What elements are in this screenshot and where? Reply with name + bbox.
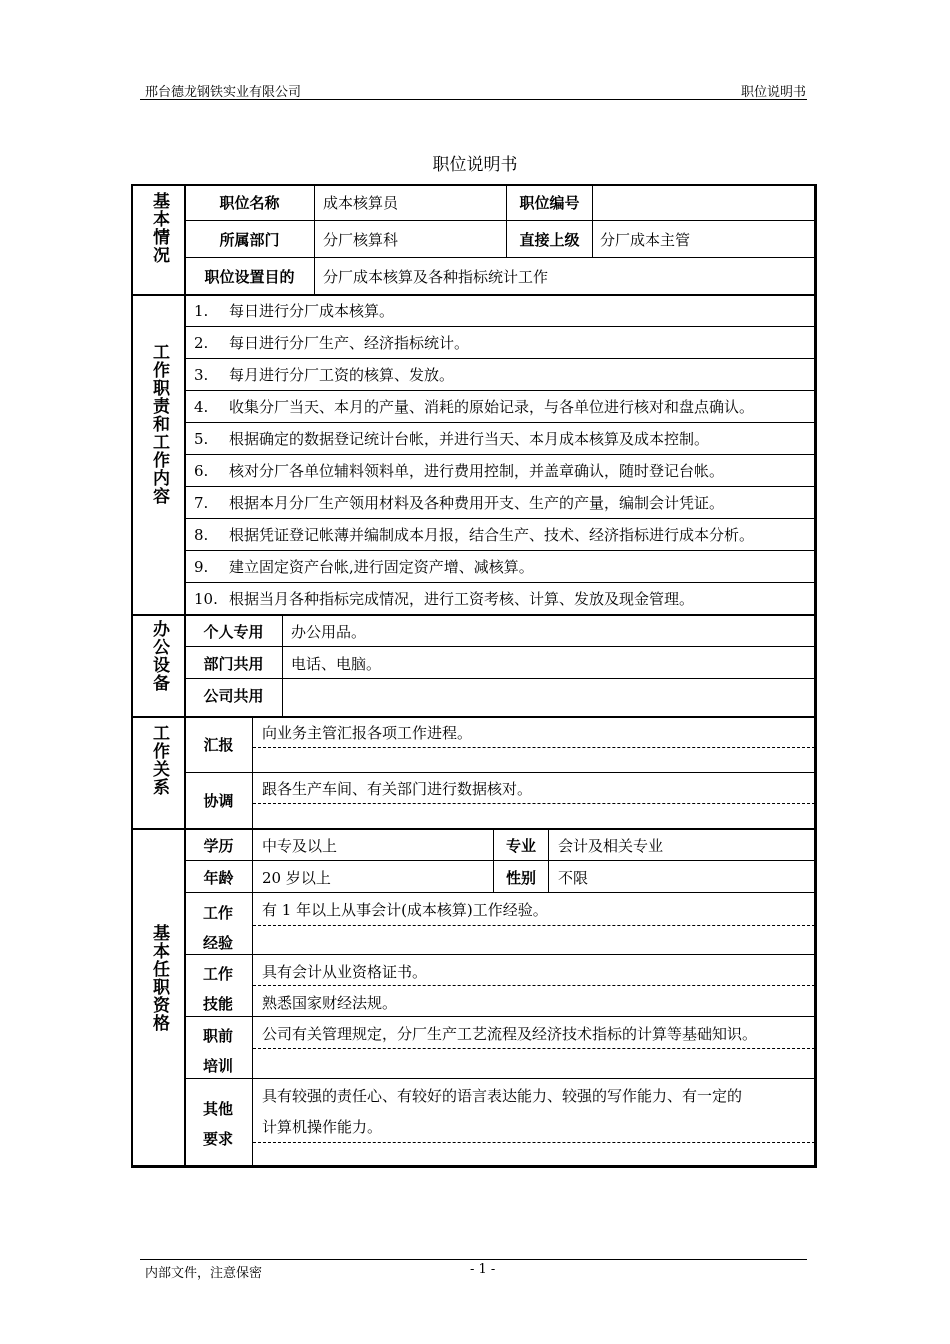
- experience-value: 有 1 年以上从事会计(成本核算)工作经验。: [262, 901, 548, 919]
- row-divider: [184, 1078, 815, 1079]
- purpose-label: 职位设置目的: [204, 268, 295, 286]
- major-value: 会计及相关专业: [558, 837, 664, 855]
- dept-shared-value: 电话、电脑。: [291, 655, 382, 673]
- row-divider: [184, 892, 815, 893]
- skills-label: 工作技能: [202, 965, 233, 1013]
- footer-confidential-note: 内部文件，注意保密: [145, 1266, 263, 1281]
- job-name-value: 成本核算员: [323, 194, 399, 212]
- row-divider: [184, 486, 815, 487]
- age-value: 20 岁以上: [262, 869, 331, 887]
- section-divider: [131, 828, 817, 830]
- company-shared-label: 公司共用: [203, 687, 264, 705]
- section-qualifications-label: 基本任职资格: [149, 924, 169, 1032]
- section-divider: [131, 716, 817, 718]
- dashed-line: [253, 985, 815, 986]
- row-divider: [184, 422, 815, 423]
- job-name-label: 职位名称: [219, 194, 280, 212]
- duty-item: 1. 每日进行分厂成本核算。: [194, 302, 395, 320]
- section-duties-header: [133, 343, 185, 505]
- col-divider: [592, 185, 593, 257]
- duty-item: 6. 核对分厂各单位辅料领料单，进行费用控制，并盖章确认，随时登记台帐。: [194, 462, 725, 480]
- duty-item: 8. 根据凭证登记帐薄并编制成本月报，结合生产、技术、经济指标进行成本分析。: [194, 526, 755, 544]
- row-divider: [184, 860, 815, 861]
- header-company: 邢台德龙钢铁实业有限公司: [145, 85, 302, 100]
- header-doc-type: 职位说明书: [740, 85, 806, 100]
- row-divider: [184, 646, 815, 647]
- section-divider: [131, 294, 817, 296]
- coord-label: 协调: [203, 792, 234, 810]
- header-rule: [140, 99, 807, 100]
- row-divider: [184, 390, 815, 391]
- training-label: 职前培训: [202, 1027, 233, 1075]
- footer-rule: [140, 1259, 807, 1260]
- superior-value: 分厂成本主管: [600, 231, 691, 249]
- section-relations-header: [133, 724, 185, 796]
- footer-page-number: - 1 -: [470, 1262, 496, 1277]
- duty-item: 10. 根据当月各种指标完成情况，进行工资考核、计算、发放及现金管理。: [194, 590, 695, 608]
- report-value: 向业务主管汇报各项工作进程。: [262, 724, 473, 742]
- row-divider: [184, 257, 815, 258]
- col-divider: [282, 614, 283, 716]
- other-value-1: 具有较强的责任心、有较好的语言表达能力、较强的写作能力、有一定的: [262, 1087, 743, 1105]
- row-divider: [184, 678, 815, 679]
- duty-item: 5. 根据确定的数据登记统计台帐，并进行当天、本月成本核算及成本控制。: [194, 430, 710, 448]
- row-divider: [184, 518, 815, 519]
- row-divider: [184, 582, 815, 583]
- section-duties-label: 工作职责和工作内容: [149, 343, 169, 505]
- dashed-line: [253, 1142, 815, 1143]
- dashed-line: [253, 925, 815, 926]
- job-code-label: 职位编号: [519, 194, 580, 212]
- section-divider: [131, 614, 817, 616]
- dashed-line: [253, 803, 815, 804]
- row-divider: [184, 772, 815, 773]
- skills-value-1: 具有会计从业资格证书。: [262, 963, 428, 981]
- purpose-value: 分厂成本核算及各种指标统计工作: [323, 268, 549, 286]
- section-qualifications-header: [133, 924, 185, 1032]
- personal-label: 个人专用: [203, 623, 264, 641]
- duty-item: 3. 每月进行分厂工资的核算、发放。: [194, 366, 455, 384]
- age-label: 年龄: [203, 869, 234, 887]
- section-equipment-header: [133, 620, 185, 692]
- row-divider: [184, 220, 815, 221]
- row-divider: [184, 1016, 815, 1017]
- duty-item: 2. 每日进行分厂生产、经济指标统计。: [194, 334, 470, 352]
- report-label: 汇报: [203, 736, 234, 754]
- other-label: 其他要求: [202, 1100, 233, 1148]
- coord-value: 跟各生产车间、有关部门进行数据核对。: [262, 780, 533, 798]
- training-value: 公司有关管理规定，分厂生产工艺流程及经济技术指标的计算等基础知识。: [262, 1025, 758, 1043]
- experience-label: 工作经验: [202, 904, 233, 952]
- dept-label: 所属部门: [219, 231, 280, 249]
- education-value: 中专及以上: [262, 837, 338, 855]
- dept-shared-label: 部门共用: [203, 655, 264, 673]
- duty-item: 9. 建立固定资产台帐,进行固定资产增、减核算。: [194, 558, 534, 576]
- gender-value: 不限: [558, 869, 589, 887]
- duty-item: 7. 根据本月分厂生产领用材料及各种费用开支、生产的产量，编制会计凭证。: [194, 494, 725, 512]
- education-label: 学历: [203, 837, 234, 855]
- col-divider: [314, 185, 315, 294]
- major-label: 专业: [505, 837, 536, 855]
- row-divider: [184, 326, 815, 327]
- section-basic-label: 基本情况: [149, 192, 169, 264]
- row-divider: [184, 454, 815, 455]
- section-basic-header: [133, 192, 185, 264]
- gender-label: 性别: [505, 869, 536, 887]
- dept-value: 分厂核算科: [323, 231, 399, 249]
- dashed-line: [253, 747, 815, 748]
- personal-value: 办公用品。: [291, 623, 367, 641]
- dashed-line: [253, 1048, 815, 1049]
- row-divider: [184, 550, 815, 551]
- document-title: 职位说明书: [432, 155, 518, 175]
- section-relations-label: 工作关系: [149, 724, 169, 796]
- section-equipment-label: 办公设备: [149, 620, 169, 692]
- col-divider: [252, 828, 253, 1167]
- other-value-2: 计算机操作能力。: [262, 1118, 383, 1136]
- duty-item: 4. 收集分厂当天、本月的产量、消耗的原始记录，与各单位进行核对和盘点确认。: [194, 398, 755, 416]
- skills-value-2: 熟悉国家财经法规。: [262, 994, 398, 1012]
- row-divider: [184, 358, 815, 359]
- superior-label: 直接上级: [519, 231, 580, 249]
- row-divider: [184, 954, 815, 955]
